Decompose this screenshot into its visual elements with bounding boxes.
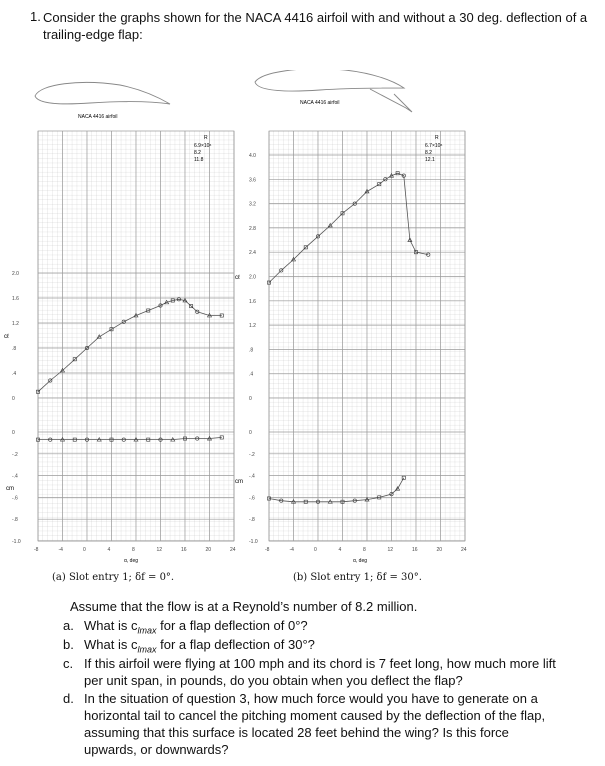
x-tick-label: -4	[58, 547, 63, 553]
cl-tick-label: 1.6	[249, 298, 256, 305]
cl-tick-label: 2.4	[249, 250, 256, 257]
x-tick-label: 0	[83, 547, 86, 553]
subquestion-text: What is c	[84, 618, 138, 633]
cl-tick-label: 3.2	[249, 201, 256, 208]
cl-tick-label: 2.0	[12, 271, 19, 277]
cl-tick-label: 3.6	[249, 177, 256, 184]
cl-tick-label: .4	[249, 371, 254, 378]
x-tick-label: 24	[461, 547, 467, 553]
airfoil-right-sketch	[255, 70, 404, 91]
x-tick-label: 16	[412, 547, 418, 553]
subquestion-text: What is c	[84, 637, 138, 652]
x-tick-label: 20	[436, 547, 443, 553]
cl-tick-label: 1.2	[249, 323, 256, 330]
subscript: lmax	[137, 625, 157, 636]
subquestion-text: for a flap deflection of 0°?	[156, 618, 308, 633]
legend-a-2: 8.2	[194, 150, 201, 156]
legend-b-2: 8.2	[425, 150, 432, 156]
legend-a-1: 6.9×10⁶	[194, 143, 212, 149]
x-tick-label: -8	[34, 547, 39, 553]
legend-b-3: 12.1	[425, 157, 435, 163]
subquestion-letter: a.	[63, 618, 74, 633]
cl-tick-label: .8	[12, 346, 17, 352]
subquestion-letter: c.	[63, 656, 74, 671]
cl-tick-label: 1.2	[12, 321, 19, 327]
left-x-axis-label: α, deg	[124, 558, 139, 564]
x-tick-label: 4	[338, 547, 342, 553]
x-tick-label: -8	[265, 547, 270, 553]
cl-tick-label: 4.0	[249, 153, 256, 159]
right-cm-axis-label: cm	[235, 479, 243, 485]
left-airfoil-title: NACA 4416 airfoil	[78, 114, 118, 120]
subquestion-letter: d.	[63, 691, 74, 706]
x-tick-label: 20	[205, 547, 212, 553]
cm-tick-label: -.6	[249, 495, 255, 502]
cl-tick-label: 0	[12, 396, 15, 402]
left-cl-axis-label: cℓ	[4, 334, 9, 340]
x-tick-label: 0	[314, 547, 317, 553]
reynolds-statement: Assume that the flow is at a Reynold’s number of 8.2 million.	[70, 599, 418, 614]
x-tick-label: 12	[156, 547, 163, 553]
x-tick-label: 12	[387, 547, 394, 553]
subscript: lmax	[137, 644, 157, 655]
cm-tick-label: -.6	[12, 495, 18, 502]
legend-a-header: R	[204, 135, 208, 141]
cl-tick-label: 2.8	[249, 225, 256, 232]
cm-tick-label: 0	[12, 430, 15, 436]
x-tick-label: 8	[132, 547, 135, 553]
cm-tick-label: -1.0	[249, 539, 258, 545]
x-tick-label: 8	[363, 547, 366, 553]
right-airfoil-title: NACA 4416 airfoil	[300, 100, 340, 106]
subquestion-text: If this airfoil were flying at 100 mph and its chord is 7 feet long, how much more lift per unit span, in pounds, do you obtain when you deflect the flap?	[84, 656, 556, 688]
cl-tick-label: 1.6	[12, 296, 19, 302]
cm-tick-label: -.4	[249, 473, 255, 480]
cl-tick-label: .4	[12, 371, 17, 377]
right-cl-axis-label: cℓ	[235, 275, 240, 281]
subquestion-letter: b.	[63, 637, 74, 652]
caption-a: (a) Slot entry 1; δf = 0°.	[52, 572, 175, 583]
cm-tick-label: -.8	[249, 517, 255, 524]
cm-tick-label: -.8	[12, 517, 18, 524]
left-cm-axis-label: cm	[6, 486, 14, 492]
right-x-axis-label: α, deg	[353, 558, 368, 564]
question-text: Consider the graphs shown for the NACA 4416 airfoil with and without a 30 deg. deflection of a trailing-edge flap:	[43, 10, 588, 42]
cm-tick-label: -.2	[249, 451, 255, 458]
cm-tick-label: -.2	[12, 451, 18, 458]
cl-tick-label: .8	[249, 347, 254, 354]
caption-b: (b) Slot entry 1; δf = 30°.	[293, 572, 422, 583]
subquestion-text: for a flap deflection of 30°?	[156, 637, 315, 652]
legend-b-header: R	[435, 135, 439, 141]
x-tick-label: 4	[107, 547, 111, 553]
legend-a-3: 11.8	[194, 157, 204, 163]
cm-tick-label: -1.0	[12, 539, 21, 545]
cl-tick-label: 0	[249, 396, 252, 402]
cl-tick-label: 2.0	[249, 274, 256, 281]
cm-tick-label: -.4	[12, 473, 18, 480]
legend-b-1: 6.7×10⁶	[425, 143, 443, 149]
x-tick-label: 24	[230, 547, 236, 553]
airfoil-figure	[0, 70, 605, 570]
x-tick-label: 16	[181, 547, 187, 553]
subquestion-text: In the situation of question 3, how much force would you have to generate on a horizontal tail to cancel the pitching moment caused by the deflection of the flap, assuming that this surface is located 28 feet behind the wing? Is this force upwards, or downwards?	[84, 691, 546, 757]
question-number: 1.	[30, 9, 41, 24]
cm-tick-label: 0	[249, 430, 252, 436]
flap-sketch	[370, 89, 412, 112]
airfoil-left-sketch	[35, 82, 170, 104]
x-tick-label: -4	[289, 547, 294, 553]
